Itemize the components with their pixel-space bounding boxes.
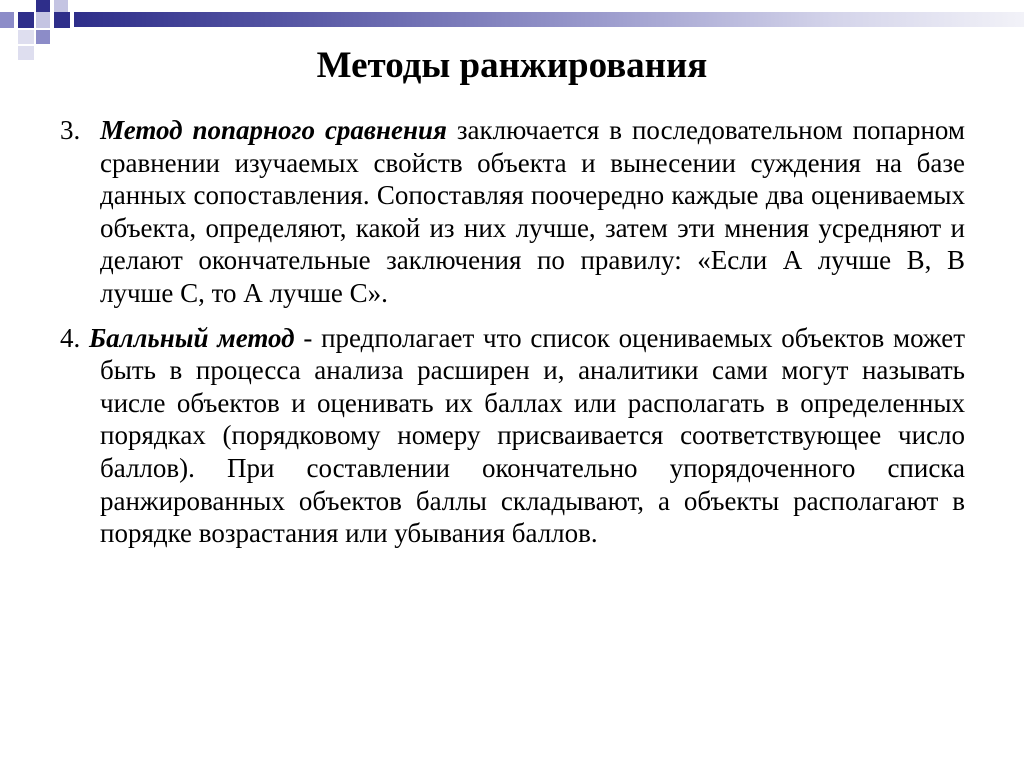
list-item [60, 322, 965, 550]
item-number: 3. [60, 115, 81, 145]
item-number: 4. [60, 322, 81, 353]
decor-square [36, 12, 50, 28]
decor-square [54, 12, 70, 28]
item-term: Балльный метод [89, 322, 295, 353]
decor-square [36, 0, 50, 12]
header-gradient-bar [74, 12, 1024, 27]
slide-title: Методы ранжирования [316, 45, 708, 86]
item-text: заключается в последовательном попарном сравнении изучаемых свойств объекта и вынесении суждения на базе данных сопоставления. Сопоставляя поочередно каждые два оцениваемых объекта, определяют, какой из них лучше, затем эти мнения усредняют и делают окончательные заключения по правилу: «Если А лучше В, В лучше С, то А лучше С». [100, 115, 966, 308]
decor-square [18, 30, 34, 44]
decor-square [54, 0, 68, 12]
slide-body [60, 114, 965, 550]
item-text: - предполагает что список оцениваемых объектов может быть в процесса анализа расширен и, аналитики сами могут называть числе объектов и оценивать их баллах или располагать в определенных порядках (порядковому номеру присваивается соответствующее число баллов). При составлении окончательно упорядоченного списка ранжированных объектов баллы складывают, а объекты располагают в порядке возрастания или убывания баллов. [100, 322, 965, 549]
decor-square [0, 12, 14, 28]
item-term: Метод попарного сравнения [100, 115, 447, 145]
decor-square [18, 12, 34, 28]
list-item [60, 114, 965, 310]
decor-square [36, 30, 50, 44]
